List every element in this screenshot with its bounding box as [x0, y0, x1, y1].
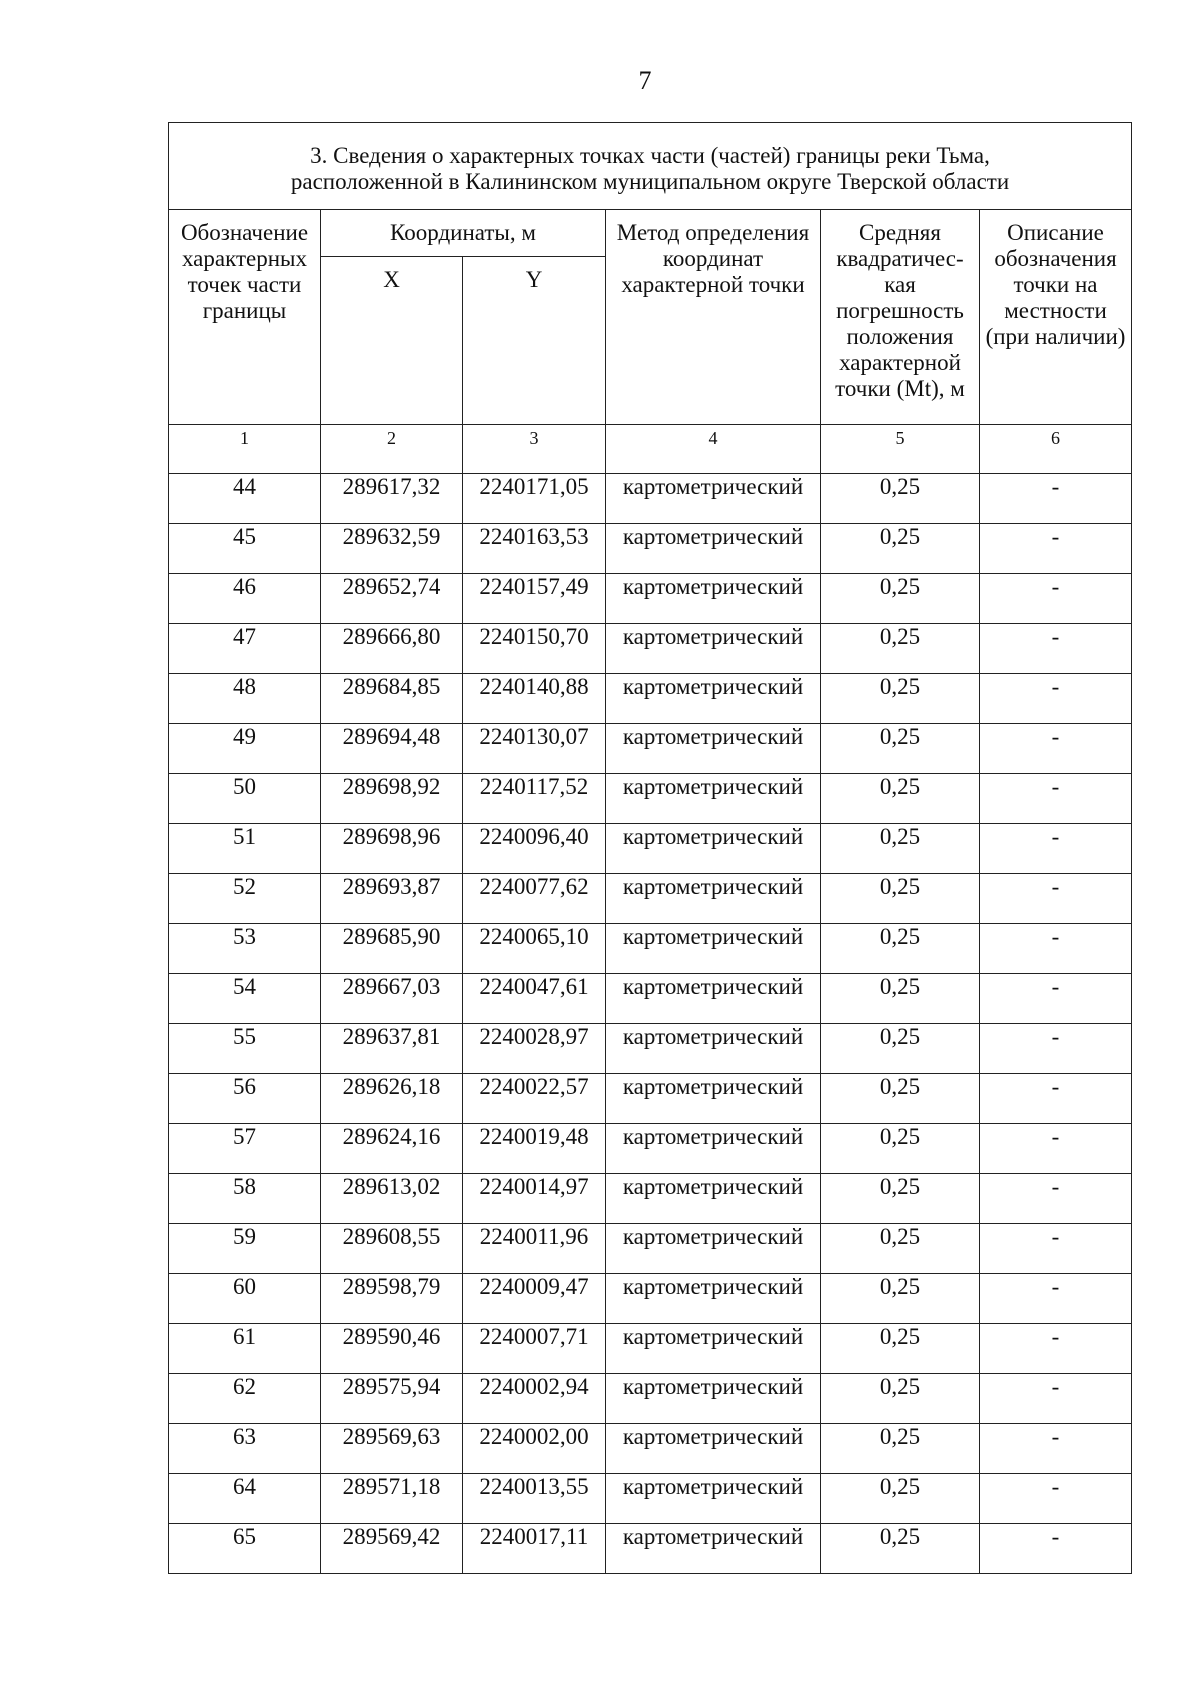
cell-description: - [980, 474, 1132, 524]
cell-point: 47 [169, 624, 321, 674]
cell-method: картометрический [606, 1224, 821, 1274]
cell-point: 63 [169, 1424, 321, 1474]
cell-description: - [980, 724, 1132, 774]
cell-description: - [980, 1024, 1132, 1074]
table-title-line2: расположенной в Калининском муниципальном округе Тверской области [290, 169, 1010, 194]
cell-method: картометрический [606, 1024, 821, 1074]
cell-y: 2240163,53 [463, 524, 606, 574]
cell-y: 2240130,07 [463, 724, 606, 774]
cell-y: 2240013,55 [463, 1474, 606, 1524]
cell-y: 2240014,97 [463, 1174, 606, 1224]
cell-y: 2240022,57 [463, 1074, 606, 1124]
cell-description: - [980, 1074, 1132, 1124]
cell-point: 54 [169, 974, 321, 1024]
cell-point: 61 [169, 1324, 321, 1374]
cell-method: картометрический [606, 874, 821, 924]
cell-mt: 0,25 [821, 674, 980, 724]
cell-x: 289693,87 [321, 874, 463, 924]
cell-point: 53 [169, 924, 321, 974]
table-row [169, 1324, 1132, 1374]
cell-mt: 0,25 [821, 924, 980, 974]
column-number: 6 [980, 425, 1132, 474]
cell-mt: 0,25 [821, 1324, 980, 1374]
table-row [169, 1074, 1132, 1124]
cell-mt: 0,25 [821, 874, 980, 924]
table-row [169, 1124, 1132, 1174]
table-row [169, 1424, 1132, 1474]
header-point: Обозначение характерных точек части границы [169, 210, 321, 425]
cell-x: 289626,18 [321, 1074, 463, 1124]
cell-mt: 0,25 [821, 824, 980, 874]
cell-point: 60 [169, 1274, 321, 1324]
column-number: 3 [463, 425, 606, 474]
cell-description: - [980, 974, 1132, 1024]
cell-x: 289569,63 [321, 1424, 463, 1474]
cell-x: 289617,32 [321, 474, 463, 524]
cell-mt: 0,25 [821, 474, 980, 524]
cell-description: - [980, 1274, 1132, 1324]
cell-mt: 0,25 [821, 1274, 980, 1324]
column-number: 4 [606, 425, 821, 474]
cell-method: картометрический [606, 924, 821, 974]
cell-method: картометрический [606, 1324, 821, 1374]
cell-point: 46 [169, 574, 321, 624]
table-row [169, 1274, 1132, 1324]
cell-description: - [980, 1374, 1132, 1424]
cell-description: - [980, 1174, 1132, 1224]
cell-method: картометрический [606, 524, 821, 574]
cell-x: 289613,02 [321, 1174, 463, 1224]
cell-mt: 0,25 [821, 1374, 980, 1424]
cell-x: 289608,55 [321, 1224, 463, 1274]
table-row [169, 524, 1132, 574]
cell-y: 2240140,88 [463, 674, 606, 724]
cell-y: 2240065,10 [463, 924, 606, 974]
cell-mt: 0,25 [821, 574, 980, 624]
column-number: 5 [821, 425, 980, 474]
cell-x: 289590,46 [321, 1324, 463, 1374]
cell-y: 2240019,48 [463, 1124, 606, 1174]
cell-y: 2240017,11 [463, 1524, 606, 1574]
cell-mt: 0,25 [821, 1524, 980, 1574]
table-title [169, 123, 1132, 210]
cell-method: картометрический [606, 1524, 821, 1574]
cell-y: 2240096,40 [463, 824, 606, 874]
cell-description: - [980, 874, 1132, 924]
cell-y: 2240007,71 [463, 1324, 606, 1374]
cell-method: картометрический [606, 1374, 821, 1424]
table-row [169, 924, 1132, 974]
cell-description: - [980, 1474, 1132, 1524]
table-row [169, 574, 1132, 624]
cell-method: картометрический [606, 474, 821, 524]
cell-mt: 0,25 [821, 1174, 980, 1224]
cell-description: - [980, 1324, 1132, 1374]
table-title-line1: 3. Сведения о характерных точках части (частей) границы реки Тьма, [310, 143, 990, 168]
cell-method: картометрический [606, 674, 821, 724]
cell-y: 2240157,49 [463, 574, 606, 624]
cell-mt: 0,25 [821, 624, 980, 674]
table-row [169, 824, 1132, 874]
table-row [169, 1024, 1132, 1074]
column-number: 1 [169, 425, 321, 474]
cell-method: картометрический [606, 724, 821, 774]
cell-description: - [980, 1424, 1132, 1474]
cell-x: 289685,90 [321, 924, 463, 974]
cell-mt: 0,25 [821, 1474, 980, 1524]
boundary-points-table [168, 122, 1132, 1574]
cell-mt: 0,25 [821, 1024, 980, 1074]
column-number-row [169, 425, 1132, 474]
cell-mt: 0,25 [821, 1124, 980, 1174]
cell-method: картометрический [606, 624, 821, 674]
cell-point: 49 [169, 724, 321, 774]
cell-x: 289652,74 [321, 574, 463, 624]
cell-method: картометрический [606, 1274, 821, 1324]
header-x: X [321, 257, 463, 425]
cell-y: 2240002,94 [463, 1374, 606, 1424]
table-row [169, 1224, 1132, 1274]
cell-mt: 0,25 [821, 974, 980, 1024]
header-description: Описание обозначения точки на местности (при наличии) [980, 210, 1132, 425]
cell-description: - [980, 1224, 1132, 1274]
cell-point: 51 [169, 824, 321, 874]
cell-y: 2240171,05 [463, 474, 606, 524]
cell-x: 289698,92 [321, 774, 463, 824]
cell-x: 289684,85 [321, 674, 463, 724]
cell-x: 289666,80 [321, 624, 463, 674]
cell-y: 2240009,47 [463, 1274, 606, 1324]
cell-method: картометрический [606, 824, 821, 874]
cell-x: 289575,94 [321, 1374, 463, 1424]
page-number: 7 [638, 66, 652, 95]
cell-point: 44 [169, 474, 321, 524]
cell-y: 2240150,70 [463, 624, 606, 674]
table-row [169, 774, 1132, 824]
cell-description: - [980, 924, 1132, 974]
cell-x: 289667,03 [321, 974, 463, 1024]
cell-x: 289698,96 [321, 824, 463, 874]
table-row [169, 1374, 1132, 1424]
cell-point: 48 [169, 674, 321, 724]
cell-description: - [980, 524, 1132, 574]
cell-method: картометрический [606, 774, 821, 824]
cell-point: 45 [169, 524, 321, 574]
cell-point: 52 [169, 874, 321, 924]
column-number: 2 [321, 425, 463, 474]
cell-description: - [980, 624, 1132, 674]
cell-method: картометрический [606, 1124, 821, 1174]
cell-y: 2240028,97 [463, 1024, 606, 1074]
header-y: Y [463, 257, 606, 425]
header-accuracy: Средняя квадратичес-кая погрешность положения характерной точки (Mt), м [821, 210, 980, 425]
cell-y: 2240077,62 [463, 874, 606, 924]
cell-mt: 0,25 [821, 774, 980, 824]
cell-description: - [980, 1124, 1132, 1174]
cell-point: 65 [169, 1524, 321, 1574]
cell-y: 2240117,52 [463, 774, 606, 824]
cell-x: 289694,48 [321, 724, 463, 774]
cell-point: 50 [169, 774, 321, 824]
table-row [169, 724, 1132, 774]
table-row [169, 874, 1132, 924]
cell-method: картометрический [606, 1424, 821, 1474]
cell-description: - [980, 574, 1132, 624]
cell-point: 57 [169, 1124, 321, 1174]
table-row [169, 974, 1132, 1024]
cell-x: 289598,79 [321, 1274, 463, 1324]
cell-method: картометрический [606, 1474, 821, 1524]
table-row [169, 674, 1132, 724]
cell-method: картометрический [606, 1174, 821, 1224]
cell-mt: 0,25 [821, 1074, 980, 1124]
cell-x: 289632,59 [321, 524, 463, 574]
cell-description: - [980, 774, 1132, 824]
cell-point: 62 [169, 1374, 321, 1424]
table-row [169, 1524, 1132, 1574]
cell-mt: 0,25 [821, 724, 980, 774]
header-method: Метод определения координат характерной точки [606, 210, 821, 425]
table-row [169, 1174, 1132, 1224]
cell-method: картометрический [606, 974, 821, 1024]
table-row [169, 624, 1132, 674]
cell-mt: 0,25 [821, 1224, 980, 1274]
header-coordinates: Координаты, м [321, 210, 606, 257]
cell-y: 2240002,00 [463, 1424, 606, 1474]
cell-x: 289569,42 [321, 1524, 463, 1574]
cell-description: - [980, 1524, 1132, 1574]
cell-description: - [980, 674, 1132, 724]
cell-point: 56 [169, 1074, 321, 1124]
cell-mt: 0,25 [821, 1424, 980, 1474]
cell-y: 2240047,61 [463, 974, 606, 1024]
cell-point: 55 [169, 1024, 321, 1074]
cell-point: 59 [169, 1224, 321, 1274]
cell-x: 289637,81 [321, 1024, 463, 1074]
cell-x: 289571,18 [321, 1474, 463, 1524]
table-row [169, 474, 1132, 524]
cell-method: картометрический [606, 574, 821, 624]
cell-y: 2240011,96 [463, 1224, 606, 1274]
cell-point: 58 [169, 1174, 321, 1224]
cell-description: - [980, 824, 1132, 874]
cell-x: 289624,16 [321, 1124, 463, 1174]
cell-point: 64 [169, 1474, 321, 1524]
cell-mt: 0,25 [821, 524, 980, 574]
cell-method: картометрический [606, 1074, 821, 1124]
table-row [169, 1474, 1132, 1524]
